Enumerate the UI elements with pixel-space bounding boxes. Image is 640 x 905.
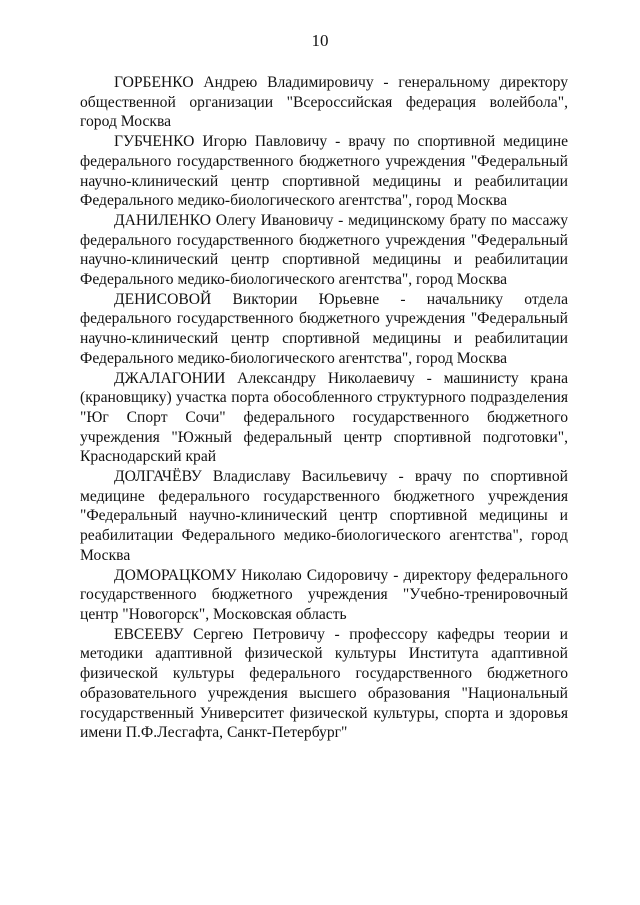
award-list bbox=[80, 73, 568, 743]
award-entry-gubchenko: ГУБЧЕНКО Игорю Павловичу - врачу по спортивной медицине федерального государственного бюджетного учреждения "Федеральный научно-клинический центр спортивной медицины и реабилитации Федерального медико-биологического агентства", город Москва bbox=[80, 133, 568, 210]
award-entry-evseev: ЕВСЕЕВУ Сергею Петровичу - профессору кафедры теории и методики адаптивной физической культуры Института адаптивной физической культуры федерального государственного бюджетного образовательного учреждения высшего образования "Национальный государственный Университет физической культуры, спорта и здоровья имени П.Ф.Лесгафта, Санкт-Петербург" bbox=[80, 625, 568, 742]
award-entry-denisova: ДЕНИСОВОЙ Виктории Юрьевне - начальнику отдела федерального государственного бюджетного учреждения "Федеральный научно-клинический центр спортивной медицины и реабилитации Федерального медико-биологического агентства", город Москва bbox=[80, 290, 568, 367]
award-entry-dolgachev: ДОЛГАЧЁВУ Владиславу Васильевичу - врачу по спортивной медицине федерального государственного бюджетного учреждения "Федеральный научно-клинический центр спортивной медицины и реабилитации Федерального медико-биологического агентства", город Москва bbox=[80, 468, 568, 564]
award-entry-gorbenko: ГОРБЕНКО Андрею Владимировичу - генеральному директору общественной организации "Всероссийская федерация волейбола", город Москва bbox=[80, 74, 568, 131]
award-entry-domoratsky: ДОМОРАЦКОМУ Николаю Сидоровичу - директору федерального государственного бюджетного учреждения "Учебно-тренировочный центр "Новогорск", Московская область bbox=[80, 566, 568, 623]
award-entry-danilenko: ДАНИЛЕНКО Олегу Ивановичу - медицинскому брату по массажу федерального государственного бюджетного учреждения "Федеральный научно-клинический центр спортивной медицины и реабилитации Федерального медико-биологического агентства", город Москва bbox=[80, 211, 568, 289]
award-entry-dzhalagonia: ДЖАЛАГОНИИ Александру Николаевичу - машинисту крана (крановщику) участка порта обособленного структурного подразделения "Юг Спорт Сочи" федерального государственного бюджетного учреждения "Южный федеральный центр спортивной подготовки", Краснодарский край bbox=[80, 369, 568, 466]
page-number: 10 bbox=[311, 31, 329, 50]
